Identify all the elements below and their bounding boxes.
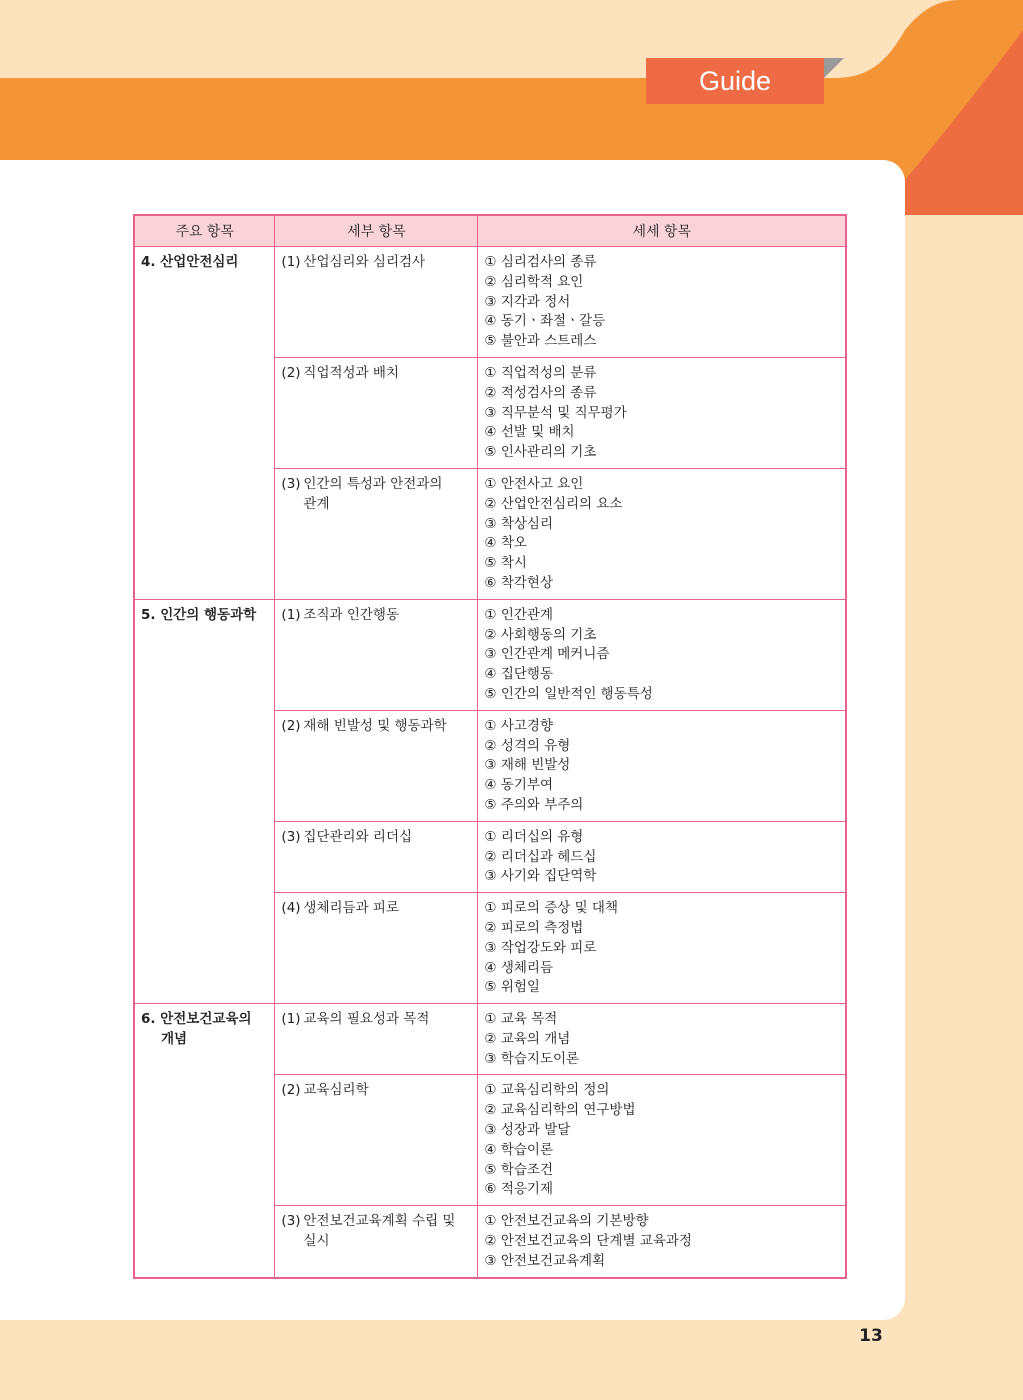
- detail-item: ③ 성장과 발달: [484, 1122, 571, 1139]
- column-header-sub: 세부 항목: [275, 215, 478, 247]
- sub-item-number: (3): [281, 1213, 301, 1230]
- detail-item: ⑤ 인간의 일반적인 행동특성: [484, 685, 653, 702]
- detail-item: ⑤ 인사관리의 기초: [484, 444, 597, 461]
- sub-item-cell: [275, 710, 478, 821]
- sub-item-label: 실시: [303, 1233, 330, 1250]
- detail-item-cell: [478, 599, 846, 710]
- detail-item: ② 성격의 유형: [484, 737, 571, 754]
- detail-item: ④ 학습이론: [484, 1141, 553, 1158]
- detail-item: ① 교육심리학의 정의: [484, 1082, 610, 1099]
- detail-item: ⑥ 적응기제: [484, 1181, 553, 1198]
- table-body: [134, 247, 846, 1278]
- sub-item-label: 조직과 인간행동: [303, 606, 399, 623]
- detail-item: ③ 안전보건교육계획: [484, 1252, 606, 1269]
- sub-item-cell: [275, 893, 478, 1004]
- table-row: [134, 247, 846, 358]
- main-item-label: 4. 산업안전심리: [141, 254, 239, 270]
- page-number: 13: [859, 1326, 883, 1346]
- detail-item: ⑤ 불안과 스트레스: [484, 333, 597, 350]
- sub-item-number: (2): [281, 717, 301, 734]
- sub-item-cell: [275, 1075, 478, 1206]
- column-header-detail: 세세 항목: [478, 215, 846, 247]
- sub-item-number: (2): [281, 1082, 301, 1099]
- detail-item: ③ 작업강도와 피로: [484, 939, 597, 956]
- sub-item-cell: [275, 821, 478, 892]
- main-item-cell: [134, 599, 275, 1003]
- sub-item-label: 직업적성과 배치: [303, 364, 399, 381]
- sub-item-number: (1): [281, 606, 301, 623]
- detail-item: ② 사회행동의 기초: [484, 626, 597, 643]
- main-item-cell: [134, 1004, 275, 1278]
- sub-item-number: (3): [281, 475, 301, 492]
- sub-item-cell: [275, 357, 478, 468]
- sub-item-cell: [275, 1206, 478, 1278]
- sub-item-label: 관계: [303, 495, 330, 512]
- detail-item: ② 심리학적 요인: [484, 273, 584, 290]
- detail-item: ④ 동기부여: [484, 777, 553, 794]
- detail-item: ① 안전보건교육의 기본방향: [484, 1213, 649, 1230]
- detail-item: ② 산업안전심리의 요소: [484, 495, 623, 512]
- sub-item-label: 산업심리와 심리검사: [303, 254, 426, 270]
- sub-item-label: 교육의 필요성과 목적: [303, 1011, 430, 1028]
- sub-item-cell: [275, 1004, 478, 1075]
- detail-item-cell: [478, 1206, 846, 1278]
- detail-item: ③ 학습지도이론: [484, 1050, 580, 1067]
- detail-item: ① 직업적성의 분류: [484, 364, 597, 381]
- sub-item-cell: [275, 247, 478, 358]
- detail-item-cell: [478, 1075, 846, 1206]
- main-item-label: 개념: [161, 1030, 188, 1047]
- detail-item: ③ 지각과 정서: [484, 293, 571, 310]
- detail-item: ③ 직무분석 및 직무평가: [484, 404, 627, 421]
- detail-item-cell: [478, 247, 846, 358]
- detail-item: ③ 사기와 집단역학: [484, 868, 597, 885]
- detail-item: ⑤ 학습조건: [484, 1161, 553, 1178]
- detail-item: ① 피로의 증상 및 대책: [484, 900, 619, 917]
- detail-item-cell: [478, 468, 846, 599]
- table-header-row: [134, 215, 846, 247]
- detail-item: ③ 착상심리: [484, 515, 553, 532]
- detail-item: ① 리더십의 유형: [484, 828, 584, 845]
- table-row: [134, 599, 846, 710]
- syllabus-table: [133, 214, 847, 1279]
- detail-item: ③ 인간관계 메커니즘: [484, 646, 610, 663]
- guide-tab-fold: [824, 58, 844, 78]
- main-item-label: 5. 인간의 행동과학: [141, 606, 257, 623]
- sub-item-label: 인간의 특성과 안전과의: [303, 475, 443, 492]
- detail-item-cell: [478, 893, 846, 1004]
- detail-item: ① 심리검사의 종류: [484, 254, 597, 270]
- detail-item-cell: [478, 357, 846, 468]
- detail-item: ⑥ 착각현상: [484, 574, 553, 591]
- main-item-label: 6. 안전보건교육의: [141, 1011, 252, 1028]
- sub-item-number: (3): [281, 828, 301, 845]
- detail-item: ① 안전사고 요인: [484, 475, 584, 492]
- detail-item: ② 교육심리학의 연구방법: [484, 1102, 636, 1119]
- sub-item-label: 집단관리와 리더십: [303, 828, 413, 845]
- detail-item: ④ 동기ㆍ좌절ㆍ갈등: [484, 313, 606, 330]
- detail-item-cell: [478, 1004, 846, 1075]
- sub-item-number: (2): [281, 364, 301, 381]
- detail-item-cell: [478, 821, 846, 892]
- detail-item: ① 교육 목적: [484, 1011, 558, 1028]
- column-header-main: 주요 항목: [134, 215, 275, 247]
- main-item-cell: [134, 247, 275, 600]
- sub-item-number: (4): [281, 900, 301, 917]
- detail-item: ⑤ 위험일: [484, 979, 540, 996]
- detail-item: ⑤ 주의와 부주의: [484, 796, 584, 813]
- detail-item: ④ 착오: [484, 535, 527, 552]
- detail-item: ② 안전보건교육의 단계별 교육과정: [484, 1233, 692, 1250]
- sub-item-number: (1): [281, 1011, 301, 1028]
- detail-item-cell: [478, 710, 846, 821]
- detail-item: ⑤ 착시: [484, 555, 527, 572]
- detail-item: ④ 생체리듬: [484, 959, 553, 976]
- detail-item: ① 사고경향: [484, 717, 553, 734]
- table-row: [134, 1004, 846, 1075]
- detail-item: ② 적성검사의 종류: [484, 384, 597, 401]
- sub-item-label: 생체리듬과 피로: [303, 900, 399, 917]
- detail-item: ② 교육의 개념: [484, 1030, 571, 1047]
- guide-tab: Guide: [646, 58, 824, 104]
- detail-item: ② 리더십과 헤드십: [484, 848, 597, 865]
- detail-item: ③ 재해 빈발성: [484, 757, 571, 774]
- sub-item-label: 교육심리학: [303, 1082, 369, 1099]
- sub-item-number: (1): [281, 254, 301, 270]
- sub-item-cell: [275, 599, 478, 710]
- sub-item-label: 재해 빈발성 및 행동과학: [303, 717, 447, 734]
- sub-item-label: 안전보건교육계획 수립 및: [303, 1213, 456, 1230]
- detail-item: ④ 선발 및 배치: [484, 424, 575, 441]
- detail-item: ④ 집단행동: [484, 666, 553, 683]
- detail-item: ② 피로의 측정법: [484, 919, 584, 936]
- sub-item-cell: [275, 468, 478, 599]
- detail-item: ① 인간관계: [484, 606, 553, 623]
